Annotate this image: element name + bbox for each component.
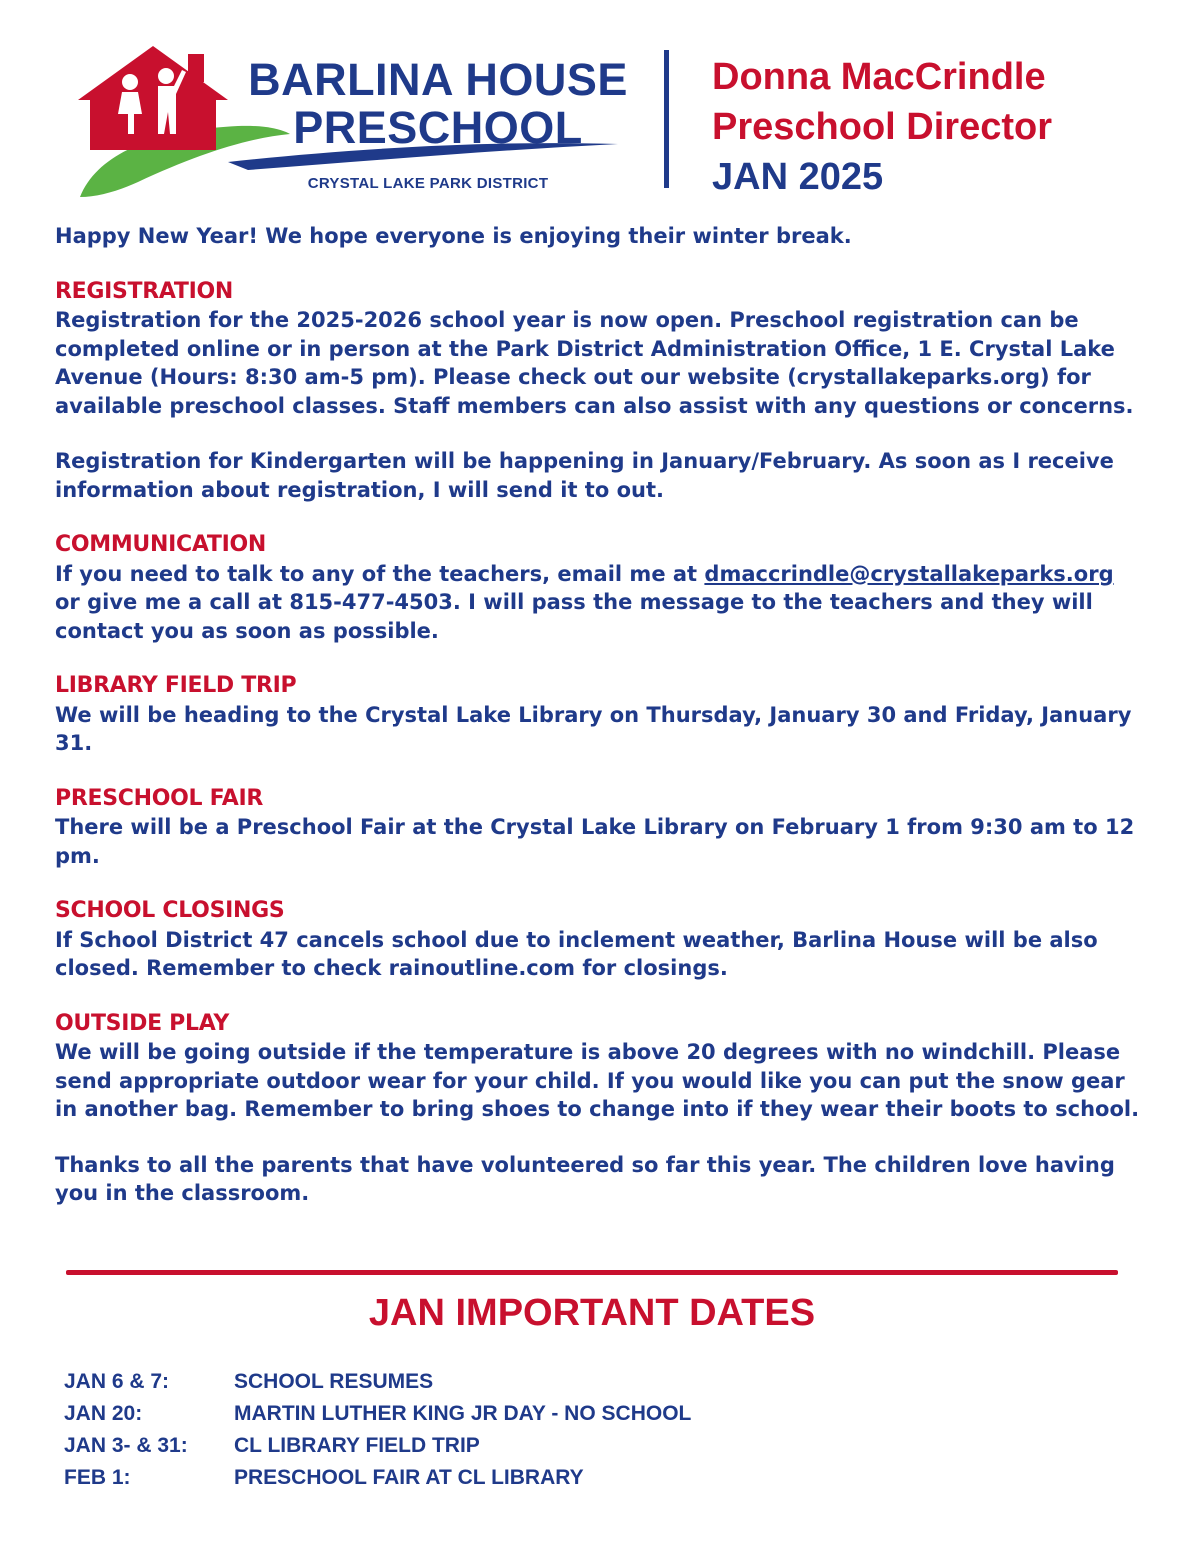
library-trip-heading: LIBRARY FIELD TRIP (55, 673, 297, 698)
logo-title (248, 56, 628, 152)
date-row (64, 1462, 691, 1494)
logo-title-line2: PRESCHOOL (293, 102, 583, 153)
registration-text-1: Registration for the 2025-2026 school year is now open. Preschool registration can be completed online or in person at the Park District Administration Office, 1 E. Crystal Lake Avenue (Hours: 8:30 am-5 pm). Please check out our website (crystallakeparks.org) for available preschool classes. Staff members can also assist with any questions or concerns. (55, 308, 1134, 418)
date-row (64, 1398, 691, 1430)
intro-text: Happy New Year! We hope everyone is enjoying their winter break. (55, 224, 852, 248)
logo-subtitle: CRYSTAL LAKE PARK DISTRICT (307, 175, 549, 192)
preschool-fair-section (55, 785, 1145, 871)
director-title: Preschool Director (712, 106, 1052, 148)
date-event: CL LIBRARY FIELD TRIP (234, 1434, 480, 1457)
header-divider (664, 50, 669, 188)
preschool-fair-heading: PRESCHOOL FAIR (55, 785, 264, 811)
director-name: Donna MacCrindle (712, 56, 1046, 98)
communication-text-before: If you need to talk to any of the teachers, email me at (55, 561, 698, 586)
date-label: JAN 3- & 31: (64, 1434, 188, 1457)
library-trip-section (55, 672, 1145, 758)
communication-heading: COMMUNICATION (55, 532, 266, 557)
library-trip-text: We will be heading to the Crystal Lake Library on Thursday, January 30 and Friday, January 31. (55, 702, 1132, 755)
communication-text (55, 560, 1145, 646)
thanks-text: Thanks to all the parents that have volunteered so far this year. The children love having you in the classroom. (55, 1152, 1115, 1205)
newsletter-body (55, 222, 1145, 1235)
registration-text-2: Registration for Kindergarten will be happening in January/February. As soon as I receive information about registration, I will send it to out. (55, 449, 1114, 502)
date-event: SCHOOL RESUMES (234, 1370, 434, 1393)
registration-heading: REGISTRATION (55, 278, 234, 304)
section-divider (66, 1270, 1118, 1275)
date-label: JAN 6 & 7: (64, 1370, 170, 1393)
date-event: MARTIN LUTHER KING JR DAY - NO SCHOOL (234, 1402, 692, 1425)
date-event: PRESCHOOL FAIR AT CL LIBRARY (234, 1466, 584, 1489)
registration-section (55, 278, 1145, 505)
date-row (64, 1430, 691, 1462)
director-block (712, 52, 1052, 202)
school-closings-text: If School District 47 cancels school due to inclement weather, Barlina House will be also closed. Remember to check rainoutline.com for closings. (55, 927, 1098, 980)
director-email-link[interactable]: dmaccrindle@crystallakeparks.org (704, 561, 1114, 586)
logo-title-line1: BARLINA HOUSE (248, 54, 628, 105)
outside-play-text: We will be going outside if the temperature is above 20 degrees with no windchill. Please send appropriate outdoor wear for your child. If you would like you can put the snow gear in another bag. Remember to bring shoes to change into if they wear their boots to school. (55, 1040, 1140, 1121)
school-closings-section (55, 897, 1145, 983)
communication-text-after: or give me a call at 815-477-4503. I will pass the message to the teachers and they will contact you as soon as possible. (55, 590, 1093, 643)
school-closings-heading: SCHOOL CLOSINGS (55, 898, 285, 923)
outside-play-section (55, 1010, 1145, 1124)
school-logo (78, 42, 638, 202)
issue-date: JAN 2025 (712, 156, 884, 198)
important-dates-title: JAN IMPORTANT DATES (368, 1292, 816, 1334)
date-row (64, 1366, 691, 1398)
date-label: JAN 20: (64, 1402, 143, 1425)
date-label: FEB 1: (64, 1466, 131, 1489)
important-dates-list (64, 1366, 691, 1494)
preschool-fair-text: There will be a Preschool Fair at the Crystal Lake Library on February 1 from 9:30 am to 12 pm. (55, 815, 1135, 868)
communication-section (55, 531, 1145, 645)
outside-play-heading: OUTSIDE PLAY (55, 1010, 229, 1036)
